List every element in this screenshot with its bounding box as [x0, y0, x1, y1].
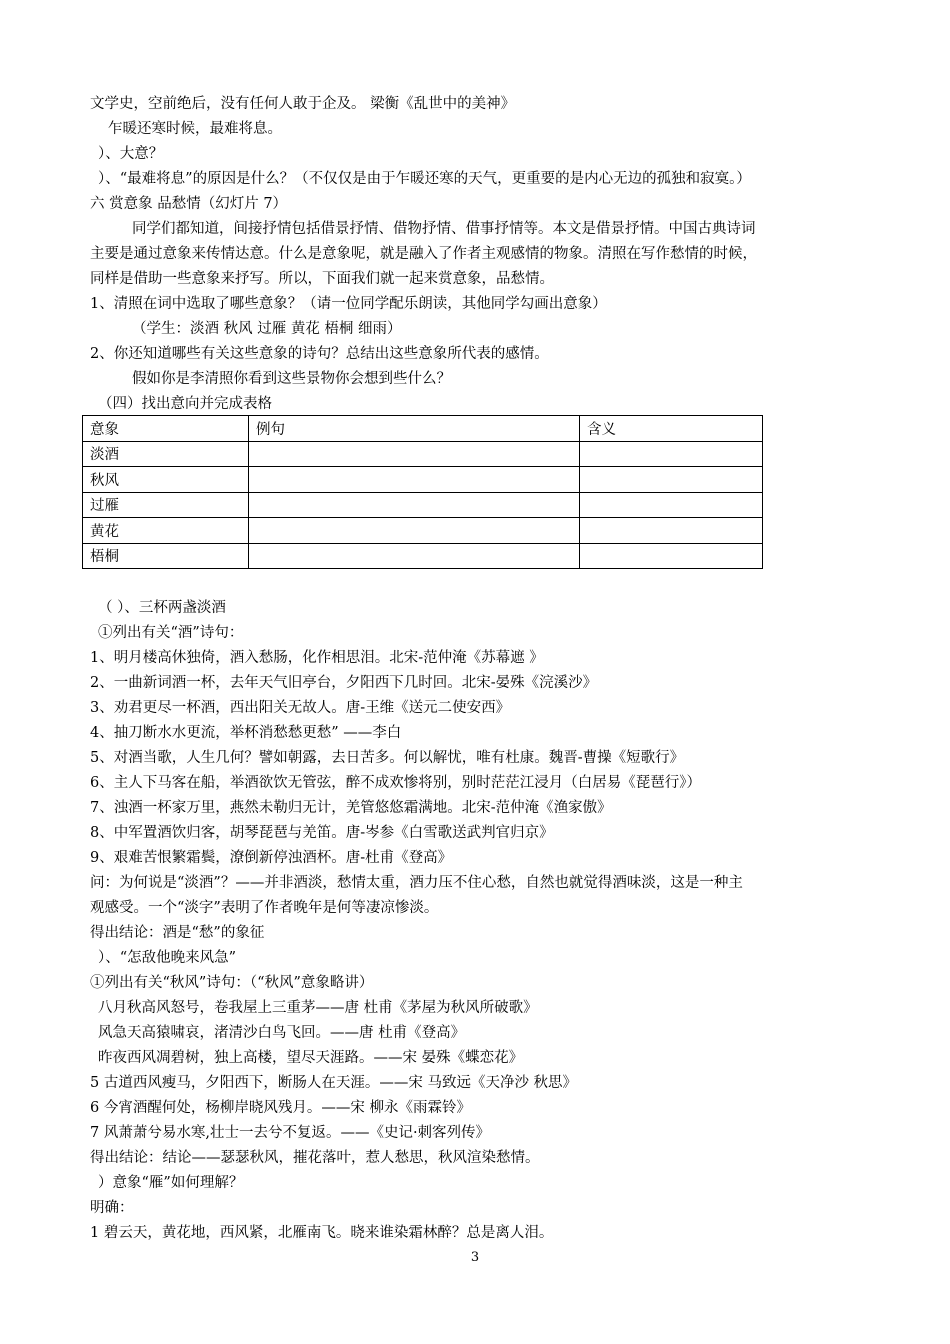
text-line: 同样是借助一些意象来抒写。所以，下面我们就一起来赏意象，品愁情。 [90, 271, 554, 287]
table-cell: 黄花 [83, 518, 249, 544]
section-heading: 六 赏意象 品愁情（幻灯片 7） [90, 196, 288, 212]
poem-line: 风急天高猿啸哀，渚清沙白鸟飞回。——唐 杜甫《登高》 [98, 1025, 466, 1041]
text-line: 文学史，空前绝后，没有任何人敢于企及。 梁衡《乱世中的美神》 [90, 96, 516, 112]
table-cell-empty[interactable] [249, 441, 580, 467]
text-line: ）、大意？ [98, 146, 164, 162]
poem-line: 9、艰难苦恨繁霜鬓，潦倒新停浊酒杯。唐-杜甫《登高》 [90, 850, 453, 866]
poem-line: 6 今宵酒醒何处，杨柳岸晓风残月。——宋 柳永《雨霖铃》 [90, 1100, 471, 1116]
table-row [83, 518, 763, 544]
text-line: 同学们都知道，间接抒情包括借景抒情、借物抒情、借事抒情等。本文是借景抒情。中国古典诗词 [132, 221, 756, 237]
page-number: 3 [470, 1250, 480, 1265]
text-line: 得出结论：结论——瑟瑟秋风，摧花落叶，惹人愁思，秋风渲染愁情。 [90, 1150, 540, 1166]
table-cell: 淡酒 [83, 441, 249, 467]
poem-line: 8、中军置酒饮归客，胡琴琵琶与羌笛。唐-岑参《白雪歌送武判官归京》 [90, 825, 554, 841]
poem-line: 5 古道西风瘦马，夕阳西下，断肠人在天涯。——宋 马致远《天净沙 秋思》 [90, 1075, 578, 1091]
table-header-cell: 意象 [83, 416, 249, 442]
table-cell-empty[interactable] [580, 467, 763, 493]
poem-line: 6、主人下马客在船，举酒欲饮无管弦，醉不成欢惨将别，别时茫茫江浸月（白居易《琵琶行》） [90, 775, 701, 791]
text-line: 假如你是李清照你看到这些景物你会想到些什么？ [132, 371, 451, 387]
table-header-row [83, 416, 763, 442]
text-line: （学生：淡酒 秋风 过雁 黄花 梧桐 细雨） [132, 321, 402, 337]
table-cell: 过雁 [83, 492, 249, 518]
poem-line: 4、抽刀断水水更流，举杯消愁愁更愁” ——李白 [90, 725, 402, 741]
poem-line: 1、明月楼高休独倚，酒入愁肠，化作相思泪。北宋-范仲淹《苏幕遮 》 [90, 650, 544, 666]
question-line: 1、清照在词中选取了哪些意象？（请一位同学配乐朗读，其他同学勾画出意象） [90, 296, 607, 312]
section-heading: （ ）、三杯两盏淡酒 [98, 600, 226, 616]
poem-line: 八月秋高风怒号，卷我屋上三重茅——唐 杜甫《茅屋为秋风所破歌》 [98, 1000, 538, 1016]
text-line: 观感受。一个“淡字”表明了作者晚年是何等凄凉惨淡。 [90, 900, 439, 916]
table-cell-empty[interactable] [249, 543, 580, 569]
table-row [83, 441, 763, 467]
table-cell-empty[interactable] [249, 492, 580, 518]
poem-line: 1 碧云天，黄花地，西风紧，北雁南飞。晓来谁染霜林醉？总是离人泪。 [90, 1225, 554, 1241]
text-line: ①列出有关“秋风”诗句：（“秋风”意象略讲） [90, 975, 374, 991]
table-cell-empty[interactable] [249, 467, 580, 493]
text-line: ）、“最难将息”的原因是什么？（不仅仅是由于乍暖还寒的天气，更重要的是内心无边的孤独和寂寞。） [98, 171, 751, 187]
text-line: 主要是通过意象来传情达意。什么是意象呢，就是融入了作者主观感情的物象。清照在写作愁情的时候， [90, 246, 757, 262]
table-header-cell: 含义 [580, 416, 763, 442]
table-cell: 梧桐 [83, 543, 249, 569]
table-cell-empty[interactable] [580, 518, 763, 544]
text-line: ①列出有关“酒”诗句： [98, 625, 244, 641]
section-heading: ）、“怎敌他晚来风急” [98, 950, 237, 966]
text-line: 明确： [90, 1200, 134, 1216]
table-cell-empty[interactable] [249, 518, 580, 544]
poem-line: 2、一曲新词酒一杯，去年天气旧亭台，夕阳西下几时回。北宋-晏殊《浣溪沙》 [90, 675, 598, 691]
text-line: （四）找出意向并完成表格 [98, 396, 272, 412]
table-row [83, 543, 763, 569]
poem-line: 昨夜西风凋碧树，独上高楼，望尽天涯路。——宋 晏殊《蝶恋花》 [98, 1050, 524, 1066]
table-cell-empty[interactable] [580, 441, 763, 467]
question-line: 2、你还知道哪些有关这些意象的诗句？总结出这些意象所代表的感情。 [90, 346, 549, 362]
imagery-table [82, 415, 763, 569]
table-cell-empty[interactable] [580, 543, 763, 569]
table-row [83, 492, 763, 518]
table-cell-empty[interactable] [580, 492, 763, 518]
poem-line: 5、对酒当歌，人生几何？譬如朝露，去日苦多。何以解忧，唯有杜康。魏晋-曹操《短歌行》 [90, 750, 685, 766]
text-line: 乍暖还寒时候，最难将息。 [108, 121, 282, 137]
poem-line: 3、劝君更尽一杯酒，西出阳关无故人。唐-王维《送元二使安西》 [90, 700, 511, 716]
text-line: 得出结论：酒是“愁”的象征 [90, 925, 265, 941]
poem-line: 7 风萧萧兮易水寒,壮士一去兮不复返。——《史记·刺客列传》 [90, 1125, 491, 1141]
table-cell: 秋风 [83, 467, 249, 493]
text-line: 问：为何说是“淡酒”？——并非酒淡，愁情太重，酒力压不住心愁，自然也就觉得酒味淡，这是一种主 [90, 875, 743, 891]
poem-line: 7、浊酒一杯家万里，燕然未勒归无计，羌管悠悠霜满地。北宋-范仲淹《渔家傲》 [90, 800, 612, 816]
table-header-cell: 例句 [249, 416, 580, 442]
table-row [83, 467, 763, 493]
section-heading: ）意象“雁”如何理解？ [98, 1175, 244, 1191]
